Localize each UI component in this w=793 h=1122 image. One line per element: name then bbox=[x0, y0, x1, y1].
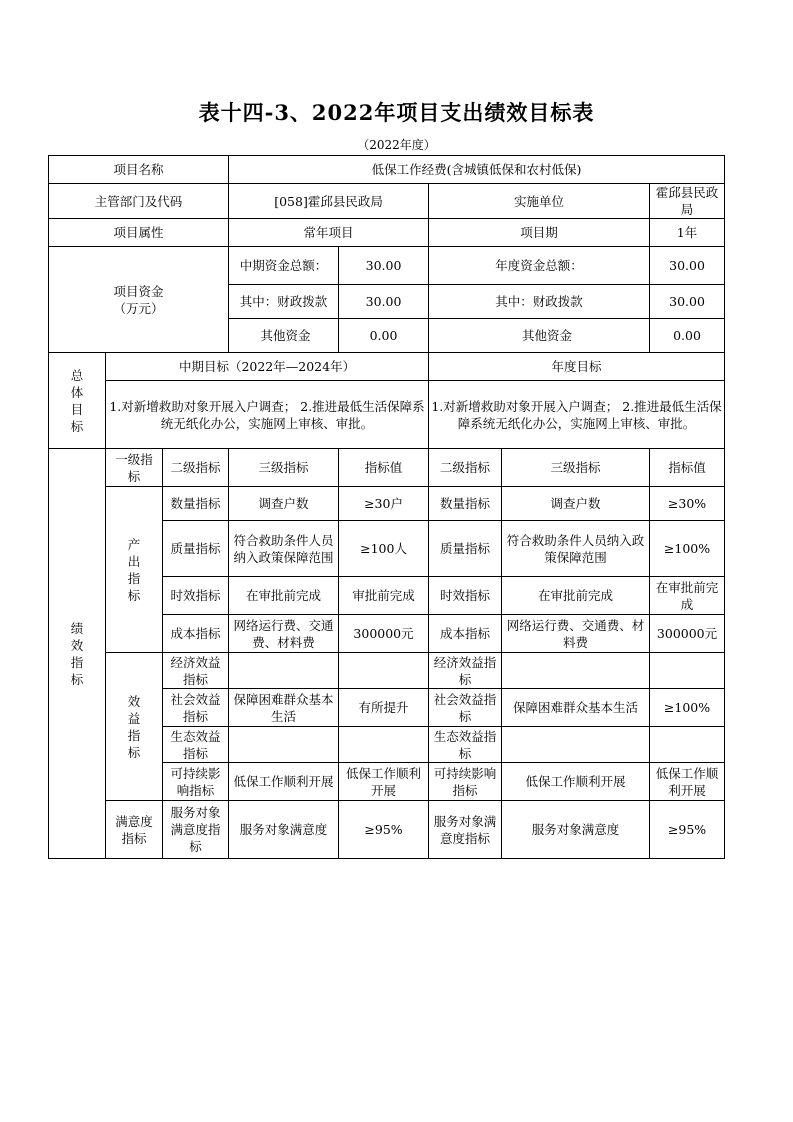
project-name-label: 项目名称 bbox=[49, 156, 229, 184]
level2-cell-year: 质量指标 bbox=[429, 521, 502, 577]
row-goals-header bbox=[49, 353, 725, 381]
period-value: 1年 bbox=[650, 219, 725, 247]
value-cell-year: ≥30% bbox=[650, 487, 725, 521]
level2-header-year: 二级指标 bbox=[429, 449, 502, 487]
funds-label-line1: 项目资金 bbox=[113, 283, 164, 299]
impl-label: 实施单位 bbox=[429, 184, 650, 219]
mid-goal-header: 中期目标（2022年—2024年） bbox=[106, 353, 429, 381]
value-cell bbox=[339, 653, 429, 689]
mid-fiscal-value: 30.00 bbox=[339, 285, 429, 319]
value-cell: ≥100人 bbox=[339, 521, 429, 577]
dept-label: 主管部门及代码 bbox=[49, 184, 229, 219]
level2-cell: 时效指标 bbox=[163, 577, 229, 615]
value-cell: 300000元 bbox=[339, 615, 429, 653]
level2-cell: 服务对象满意度指标 bbox=[163, 801, 229, 859]
level3-cell: 低保工作顺利开展 bbox=[229, 763, 339, 801]
funds-label bbox=[49, 247, 229, 353]
period-label: 项目期 bbox=[429, 219, 650, 247]
value-cell: 有所提升 bbox=[339, 689, 429, 727]
level2-cell: 经济效益指标 bbox=[163, 653, 229, 689]
level2-cell-year: 时效指标 bbox=[429, 577, 502, 615]
level2-cell-year: 可持续影响指标 bbox=[429, 763, 502, 801]
level3-cell bbox=[229, 653, 339, 689]
mid-total-value: 30.00 bbox=[339, 247, 429, 285]
mid-goal-text: 1.对新增救助对象开展入户调查； 2.推进最低生活保障系统无纸化办公，实施网上审核、审批。 bbox=[106, 381, 429, 449]
level3-cell-year: 低保工作顺利开展 bbox=[502, 763, 650, 801]
value-cell-year bbox=[650, 653, 725, 689]
level3-cell-year bbox=[502, 653, 650, 689]
page-title: 表十四-3、2022年项目支出绩效目标表 bbox=[198, 100, 595, 125]
year-goal-header: 年度目标 bbox=[429, 353, 725, 381]
attr-value: 常年项目 bbox=[229, 219, 429, 247]
attr-label: 项目属性 bbox=[49, 219, 229, 247]
value-cell: ≥95% bbox=[339, 801, 429, 859]
mid-other-value: 0.00 bbox=[339, 319, 429, 353]
level2-cell-year: 成本指标 bbox=[429, 615, 502, 653]
value-cell-year: 低保工作顺利开展 bbox=[650, 763, 725, 801]
level2-header: 二级指标 bbox=[163, 449, 229, 487]
row-goals-text bbox=[49, 381, 725, 449]
table-row bbox=[49, 653, 725, 689]
page-subtitle: （2022年度） bbox=[357, 138, 436, 152]
level3-header: 三级指标 bbox=[229, 449, 339, 487]
satisfaction-indicator-label: 满意度 指标 bbox=[106, 801, 163, 859]
level3-cell: 保障困难群众基本生活 bbox=[229, 689, 339, 727]
benefit-indicator-label: 效 益 指 标 bbox=[106, 653, 163, 801]
level2-cell: 社会效益指标 bbox=[163, 689, 229, 727]
level2-cell: 数量指标 bbox=[163, 487, 229, 521]
value-cell-year bbox=[650, 727, 725, 763]
level2-cell: 可持续影响指标 bbox=[163, 763, 229, 801]
value-cell: 低保工作顺利开展 bbox=[339, 763, 429, 801]
level3-cell-year: 服务对象满意度 bbox=[502, 801, 650, 859]
level2-cell-year: 经济效益指标 bbox=[429, 653, 502, 689]
level3-cell bbox=[229, 727, 339, 763]
level2-cell-year: 社会效益指标 bbox=[429, 689, 502, 727]
output-indicator-label: 产 出 指 标 bbox=[106, 487, 163, 653]
level3-cell-year: 保障困难群众基本生活 bbox=[502, 689, 650, 727]
value-cell: ≥30户 bbox=[339, 487, 429, 521]
level3-cell: 调查户数 bbox=[229, 487, 339, 521]
row-funds-total bbox=[49, 247, 725, 285]
level2-cell: 质量指标 bbox=[163, 521, 229, 577]
year-fiscal-label: 其中：财政拨款 bbox=[429, 285, 650, 319]
value-cell-year: 300000元 bbox=[650, 615, 725, 653]
level3-header-year: 三级指标 bbox=[502, 449, 650, 487]
dept-value: [058]霍邱县民政局 bbox=[229, 184, 429, 219]
mid-other-label: 其他资金 bbox=[229, 319, 339, 353]
level3-cell: 服务对象满意度 bbox=[229, 801, 339, 859]
row-perf-header bbox=[49, 449, 725, 487]
year-total-label: 年度资金总额： bbox=[429, 247, 650, 285]
level2-cell-year: 数量指标 bbox=[429, 487, 502, 521]
level2-cell: 成本指标 bbox=[163, 615, 229, 653]
value-cell-year: ≥100% bbox=[650, 521, 725, 577]
level3-cell-year: 网络运行费、交通费、材料费 bbox=[502, 615, 650, 653]
level3-cell-year: 符合救助条件人员纳入政策保障范围 bbox=[502, 521, 650, 577]
level3-cell-year: 在审批前完成 bbox=[502, 577, 650, 615]
project-name-value: 低保工作经费(含城镇低保和农村低保) bbox=[229, 156, 725, 184]
level1-header: 一级指 标 bbox=[106, 449, 163, 487]
level2-cell: 生态效益指标 bbox=[163, 727, 229, 763]
year-goal-text: 1.对新增救助对象开展入户调查； 2.推进最低生活保障系统无纸化办公，实施网上审核、审批。 bbox=[429, 381, 725, 449]
level3-cell: 在审批前完成 bbox=[229, 577, 339, 615]
value-cell-year: ≥100% bbox=[650, 689, 725, 727]
year-total-value: 30.00 bbox=[650, 247, 725, 285]
value-header-year: 指标值 bbox=[650, 449, 725, 487]
year-fiscal-value: 30.00 bbox=[650, 285, 725, 319]
value-cell bbox=[339, 727, 429, 763]
overall-goal-label: 总 体 目 标 bbox=[49, 353, 106, 449]
value-cell-year: 在审批前完成 bbox=[650, 577, 725, 615]
funds-label-line2: （万元） bbox=[113, 300, 164, 316]
year-other-label: 其他资金 bbox=[429, 319, 650, 353]
mid-total-label: 中期资金总额： bbox=[229, 247, 339, 285]
level2-cell-year: 生态效益指标 bbox=[429, 727, 502, 763]
value-header: 指标值 bbox=[339, 449, 429, 487]
level3-cell: 网络运行费、交通费、材料费 bbox=[229, 615, 339, 653]
perf-indicator-label: 绩 效 指 标 bbox=[49, 449, 106, 859]
performance-table bbox=[48, 155, 725, 859]
level3-cell: 符合救助条件人员纳入政策保障范围 bbox=[229, 521, 339, 577]
row-attribute bbox=[49, 219, 725, 247]
row-project-name bbox=[49, 156, 725, 184]
year-other-value: 0.00 bbox=[650, 319, 725, 353]
level3-cell-year: 调查户数 bbox=[502, 487, 650, 521]
level3-cell-year bbox=[502, 727, 650, 763]
impl-value: 霍邱县民政局 bbox=[650, 184, 725, 219]
level2-cell-year: 服务对象满意度指标 bbox=[429, 801, 502, 859]
row-department bbox=[49, 184, 725, 219]
value-cell: 审批前完成 bbox=[339, 577, 429, 615]
mid-fiscal-label: 其中：财政拨款 bbox=[229, 285, 339, 319]
value-cell-year: ≥95% bbox=[650, 801, 725, 859]
table-row bbox=[49, 487, 725, 521]
table-row bbox=[49, 801, 725, 859]
